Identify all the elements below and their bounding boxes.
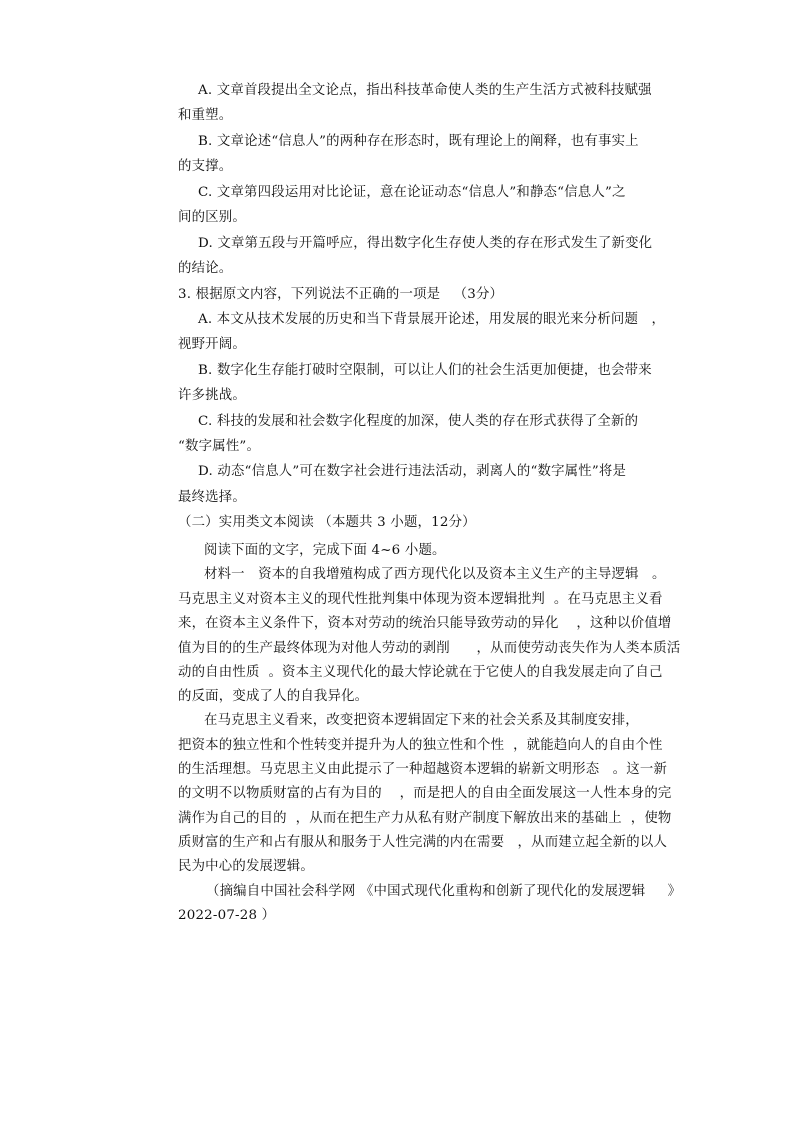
- text-line: 民为中心的发展逻辑。: [178, 859, 314, 874]
- text-line: 的反面，变成了人的自我异化。: [178, 689, 369, 704]
- text-line: 的生活理想。马克思主义由此提示了一种超越资本逻辑的崭新文明形态 。这一新: [178, 762, 668, 777]
- text-line: 最终选择。: [178, 490, 246, 505]
- text-line: A. 本文从技术发展的历史和当下背景展开论述，用发展的眼光来分析问题 ，: [198, 312, 666, 327]
- text-line: 材料一 资本的自我增殖构成了西方现代化以及资本主义生产的主导逻辑 。: [204, 567, 666, 582]
- text-line: “数字属性”。: [178, 439, 261, 454]
- text-line: 马克思主义对资本主义的现代性批判集中体现为资本逻辑批判 。在马克思主义看: [178, 592, 663, 607]
- text-line: 来，在资本主义条件下，资本对劳动的统治只能导致劳动的异化 ，这种以价值增: [178, 616, 672, 631]
- text-line: 把资本的独立性和个性转变并提升为人的独立性和个性 ，就能趋向人的自由个性: [178, 738, 663, 753]
- text-line: B. 文章论述“信息人”的两种存在形态时，既有理论上的阐释，也有事实上: [198, 134, 639, 149]
- source-citation: （摘编自中国社会科学网 《中国式现代化重构和创新了现代化的发展逻辑 》: [206, 884, 682, 899]
- question-heading: 3. 根据原文内容，下列说法不正确的一项是 （3分）: [178, 287, 504, 302]
- text-line: C. 文章第四段运用对比论证，意在论证动态“信息人”和静态“信息人”之: [198, 185, 626, 200]
- text-line: B. 数字化生存能打破时空限制，可以让人们的社会生活更加便捷，也会带来: [198, 363, 652, 378]
- text-line: 的文明不以物质财富的占有为目的 ，而是把人的自由全面发展这一人性本身的完: [178, 786, 672, 801]
- text-line: 动的自由性质 。资本主义现代化的最大悖论就在于它使人的自我发展走向了自己: [178, 665, 663, 680]
- text-line: D. 动态“信息人”可在数字社会进行违法活动，剥离人的“数字属性”将是: [198, 464, 627, 479]
- text-line: 的结论。: [178, 261, 233, 276]
- text-line: 视野开阔。: [178, 337, 246, 352]
- section-heading: （二）实用类文本阅读 （本题共 3 小题，12分）: [178, 515, 476, 530]
- text-line: 值为目的的生产最终体现为对他人劳动的剥削 ，从而使劳动丧失作为人类本质活: [178, 641, 681, 656]
- instruction-line: 阅读下面的文字，完成下面 4~6 小题。: [204, 543, 446, 558]
- text-line: C. 科技的发展和社会数字化程度的加深，使人类的存在形式获得了全新的: [198, 414, 639, 429]
- text-line: 和重塑。: [178, 108, 233, 123]
- text-line: 满作为自己的目的 ，从而在把生产力从私有财产制度下解放出来的基础上 ，使物: [178, 811, 672, 826]
- text-line: 许多挑战。: [178, 388, 246, 403]
- text-line: 在马克思主义看来，改变把资本逻辑固定下来的社会关系及其制度安排，: [204, 713, 639, 728]
- text-line: D. 文章第五段与开篇呼应，得出数字化生存使人类的存在形式发生了新变化: [198, 236, 653, 251]
- text-line: 质财富的生产和占有服从和服务于人性完满的内在需要 ，从而建立起全新的以人: [178, 835, 668, 850]
- text-line: 的支撑。: [178, 159, 233, 174]
- text-line: 间的区别。: [178, 210, 246, 225]
- source-date: 2022-07-28 ）: [178, 908, 276, 923]
- text-line: A. 文章首段提出全文论点，指出科技革命使人类的生产生活方式被科技赋强: [198, 83, 652, 98]
